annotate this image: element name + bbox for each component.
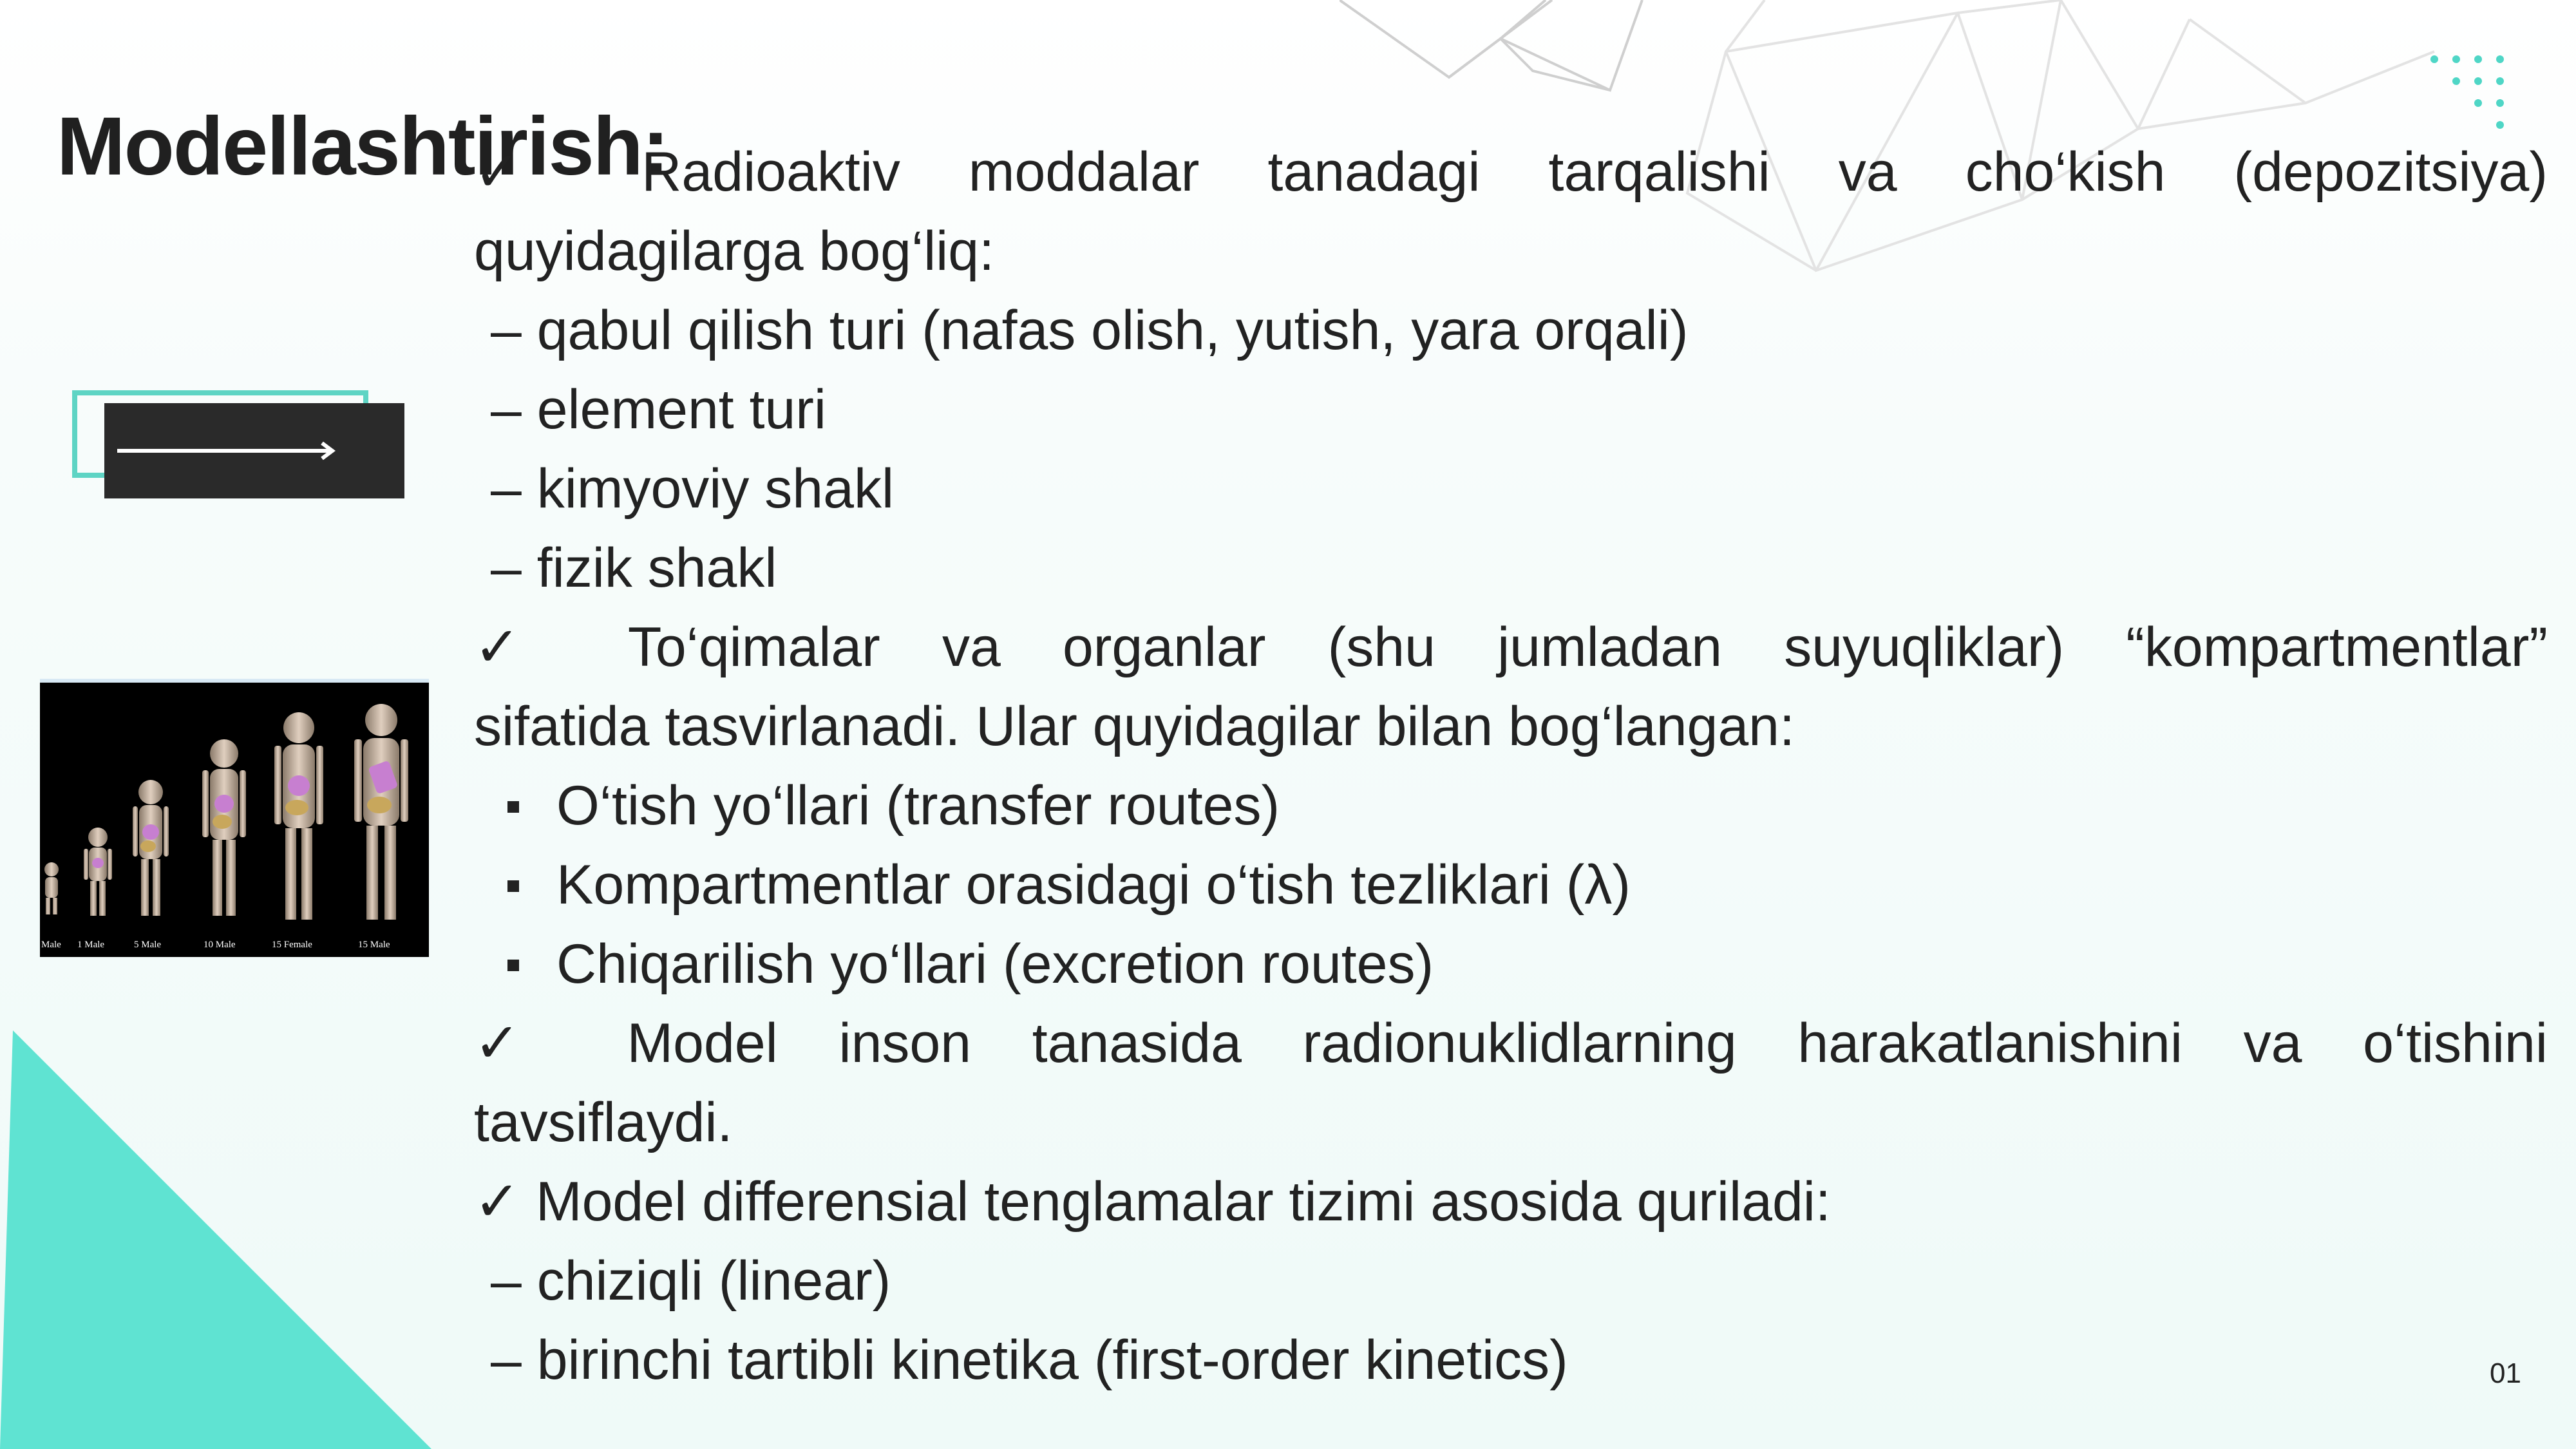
figure-age-labels bbox=[40, 936, 429, 951]
body-line: – qabul qilish turi (nafas olish, yutish, yara orqali) bbox=[491, 299, 1689, 361]
arrow-box bbox=[104, 403, 404, 498]
arrow-graphic bbox=[72, 390, 413, 500]
arrow-right-icon bbox=[104, 403, 404, 498]
bullet-item bbox=[474, 925, 2548, 1004]
body-line: ✓ To‘qimalar va organlar (shu jumladan suyuqliklar) “kompartmentlar” bbox=[474, 616, 2548, 678]
bullet-text: O‘tish yo‘llari (transfer routes) bbox=[556, 775, 1280, 837]
body-line: ✓ Radioaktiv moddalar tanadagi tarqalishi va cho‘kish (depozitsiya) bbox=[474, 141, 2548, 203]
bullet-item bbox=[474, 846, 2548, 925]
dot-grid-decoration bbox=[2428, 53, 2524, 143]
figure-label: Male bbox=[41, 940, 61, 950]
body-line: – chiziqli (linear) bbox=[491, 1250, 891, 1312]
anatomy-phantoms-image bbox=[40, 679, 429, 957]
square-bullet-icon bbox=[507, 801, 519, 813]
body-line: – element turi bbox=[491, 379, 827, 440]
square-bullet-icon bbox=[507, 960, 519, 971]
body-line: tavsiflaydi. bbox=[474, 1092, 733, 1153]
figure-label: 10 Male bbox=[204, 940, 236, 950]
bullet-text: Chiqarilish yo‘llari (excretion routes) bbox=[556, 933, 1434, 995]
body-line: quyidagilarga bog‘liq: bbox=[474, 220, 995, 282]
body-line: ✓ Model differensial tenglamalar tizimi asosida quriladi: bbox=[474, 1171, 1831, 1233]
body-silhouettes bbox=[40, 683, 429, 940]
body-line: – birinchi tartibli kinetika (first-order kinetics) bbox=[491, 1329, 1568, 1391]
slide-title: Modellashtirish: bbox=[57, 100, 668, 193]
bullet-text: Kompartmentlar orasidagi o‘tish tezliklari (λ) bbox=[556, 854, 1631, 916]
figure-label: 15 Male bbox=[358, 940, 390, 950]
slide-body bbox=[474, 133, 2548, 1400]
body-line: – fizik shakl bbox=[491, 537, 777, 599]
body-line: – kimyoviy shakl bbox=[491, 458, 895, 520]
figure-label: 15 Female bbox=[272, 940, 312, 950]
bullet-item bbox=[474, 766, 2548, 846]
teal-triangle-decoration bbox=[0, 1030, 431, 1449]
page-number: 01 bbox=[2490, 1358, 2521, 1389]
body-line: sifatida tasvirlanadi. Ular quyidagilar bilan bog‘langan: bbox=[474, 696, 1795, 757]
body-line: ✓ Model inson tanasida radionuklidlarning harakatlanishini va o‘tishini bbox=[474, 1012, 2548, 1074]
square-bullet-icon bbox=[507, 880, 519, 892]
figure-label: 5 Male bbox=[134, 940, 162, 950]
figure-label: 1 Male bbox=[77, 940, 105, 950]
